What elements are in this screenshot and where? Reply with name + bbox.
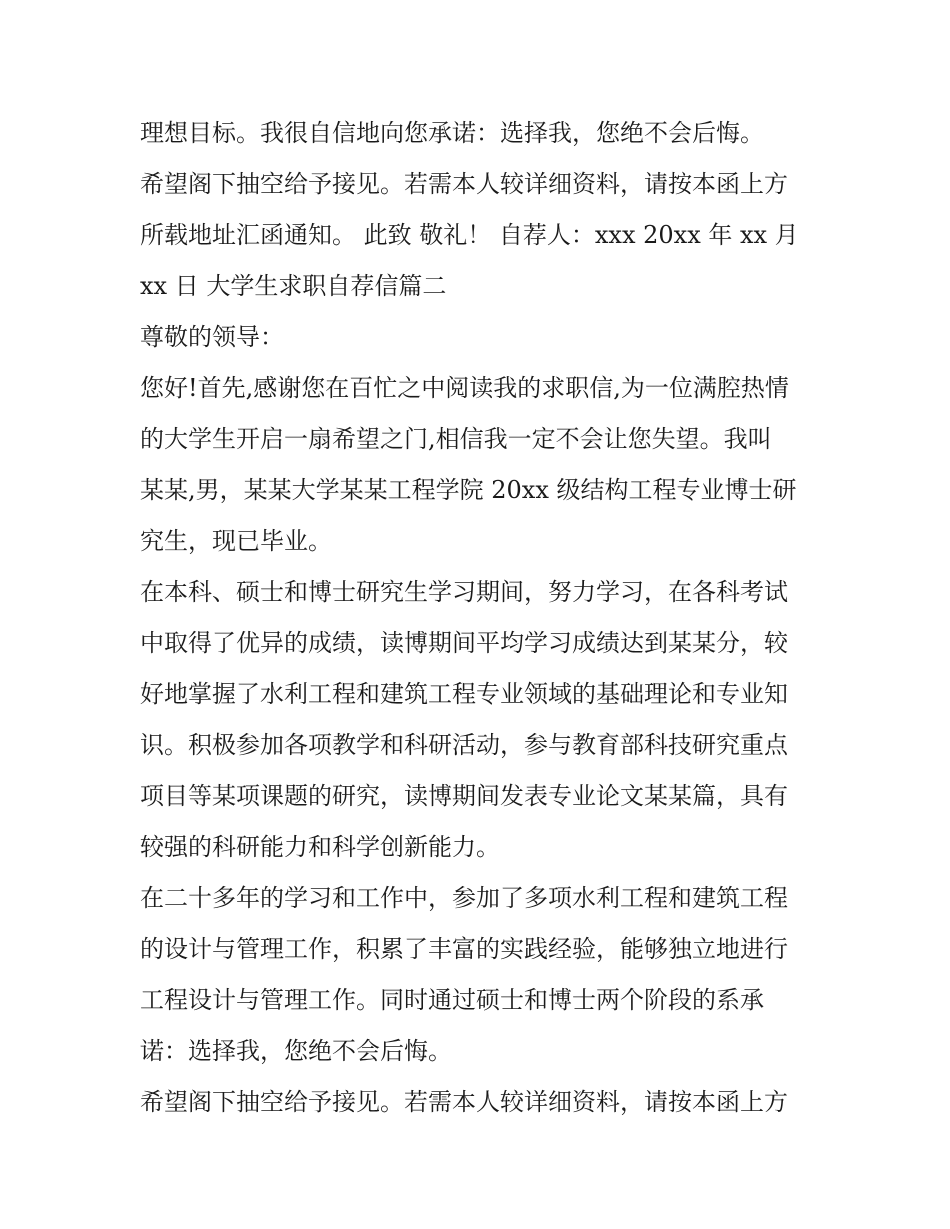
text-line: 在二十多年的学习和工作中，参加了多项水利工程和建筑工程 — [140, 884, 788, 912]
text-line: 好地掌握了水利工程和建筑工程专业领域的基础理论和专业知 — [140, 680, 788, 708]
text-line: 的设计与管理工作，积累了丰富的实践经验，能够独立地进行 — [140, 935, 788, 963]
text-line: 较强的科研能力和科学创新能力。 — [140, 833, 500, 861]
text-line: xx 日 大学生求职自荐信篇二 — [140, 272, 447, 300]
letter-body — [140, 108, 830, 1128]
text-line: 诺：选择我，您绝不会后悔。 — [140, 1037, 452, 1065]
salutation: 尊敬的领导： — [140, 323, 284, 351]
text-line: 理想目标。我很自信地向您承诺：选择我，您绝不会后悔。 — [140, 119, 764, 147]
text-line: 的大学生开启一扇希望之门,相信我一定不会让您失望。我叫 — [140, 425, 772, 453]
text-line: 某某,男，某某大学某某工程学院 20xx 级结构工程专业博士研 — [140, 476, 797, 504]
text-line: 项目等某项课题的研究，读博期间发表专业论文某某篇，具有 — [140, 782, 788, 810]
text-line: 在本科、硕士和博士研究生学习期间，努力学习，在各科考试 — [140, 578, 788, 606]
text-line: 希望阁下抽空给予接见。若需本人较详细资料，请按本函上方 — [140, 1088, 788, 1116]
text-line: 究生，现已毕业。 — [140, 527, 332, 555]
text-line: 所载地址汇函通知。 此致 敬礼！ 自荐人：xxx 20xx 年 xx 月 — [140, 221, 799, 249]
text-line: 希望阁下抽空给予接见。若需本人较详细资料，请按本函上方 — [140, 170, 788, 198]
text-line: 识。积极参加各项教学和科研活动，参与教育部科技研究重点 — [140, 731, 788, 759]
text-line: 中取得了优异的成绩，读博期间平均学习成绩达到某某分，较 — [140, 629, 788, 657]
text-line: 工程设计与管理工作。同时通过硕士和博士两个阶段的系承 — [140, 986, 764, 1014]
text-line: 您好!首先,感谢您在百忙之中阅读我的求职信,为一位满腔热情 — [140, 374, 789, 402]
